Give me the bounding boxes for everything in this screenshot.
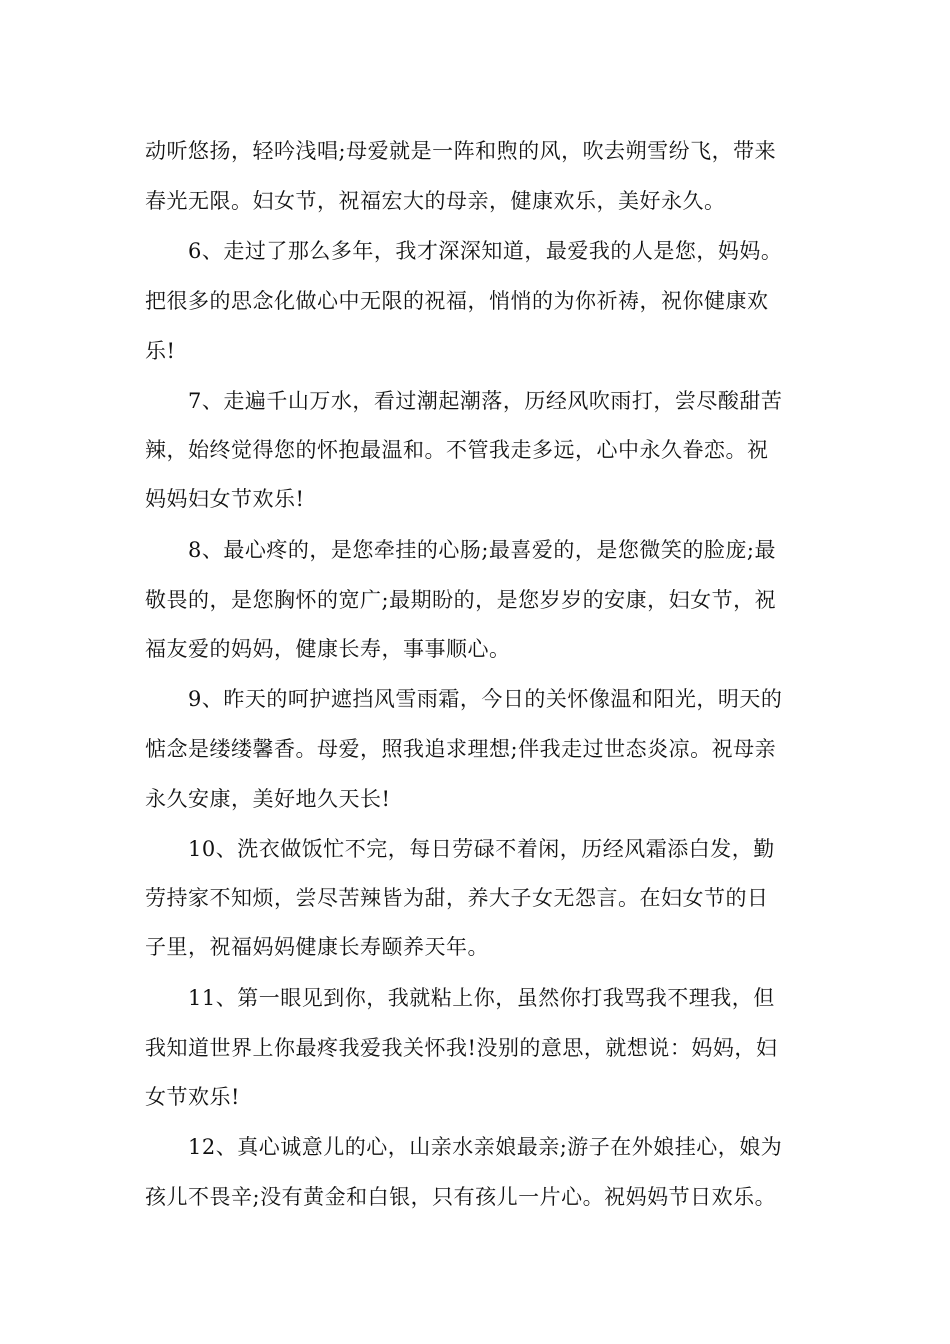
text-line: 福友爱的妈妈，健康长寿，事事顺心。 [145, 637, 511, 661]
paragraph-9-start: 9、昨天的呵护遮挡风雪雨霜，今日的关怀像温和阳光，明天的 [188, 687, 783, 711]
text-line: 子里，祝福妈妈健康长寿颐养天年。 [145, 935, 489, 959]
text-line: 辣，始终觉得您的怀抱最温和。不管我走多远，心中永久眷恋。祝 [145, 438, 769, 462]
paragraph-6-start: 6、走过了那么多年，我才深深知道，最爱我的人是您，妈妈。 [188, 239, 783, 263]
paragraph-12-start: 12、真心诚意儿的心，山亲水亲娘最亲;游子在外娘挂心，娘为 [188, 1135, 783, 1159]
text-line: 动听悠扬，轻吟浅唱;母爱就是一阵和煦的风，吹去朔雪纷飞，带来 [145, 139, 777, 163]
paragraph-11-start: 11、第一眼见到你，我就粘上你，虽然你打我骂我不理我，但 [188, 986, 775, 1010]
text-line: 把很多的思念化做心中无限的祝福，悄悄的为你祈祷，祝你健康欢 [145, 289, 769, 313]
text-line: 乐! [145, 339, 176, 363]
text-line: 敬畏的，是您胸怀的宽广;最期盼的，是您岁岁的安康，妇女节，祝 [145, 588, 777, 612]
text-line: 妈妈妇女节欢乐! [145, 487, 305, 511]
text-line: 惦念是缕缕馨香。母爱，照我追求理想;伴我走过世态炎凉。祝母亲 [145, 737, 777, 761]
paragraph-10-start: 10、洗衣做饭忙不完，每日劳碌不着闲，历经风霜添白发，勤 [188, 837, 775, 861]
text-line: 女节欢乐! [145, 1085, 240, 1109]
paragraph-7-start: 7、走遍千山万水，看过潮起潮落，历经风吹雨打，尝尽酸甜苦 [188, 389, 783, 413]
text-line: 春光无限。妇女节，祝福宏大的母亲，健康欢乐，美好永久。 [145, 189, 726, 213]
paragraph-8-start: 8、最心疼的，是您牵挂的心肠;最喜爱的，是您微笑的脸庞;最 [188, 538, 777, 562]
text-line: 我知道世界上你最疼我爱我关怀我!没别的意思，就想说：妈妈，妇 [145, 1036, 778, 1060]
text-line: 孩儿不畏辛;没有黄金和白银，只有孩儿一片心。祝妈妈节日欢乐。 [145, 1185, 777, 1209]
text-line: 劳持家不知烦，尝尽苦辣皆为甜，养大子女无怨言。在妇女节的日 [145, 886, 769, 910]
text-line: 永久安康，美好地久天长! [145, 787, 391, 811]
